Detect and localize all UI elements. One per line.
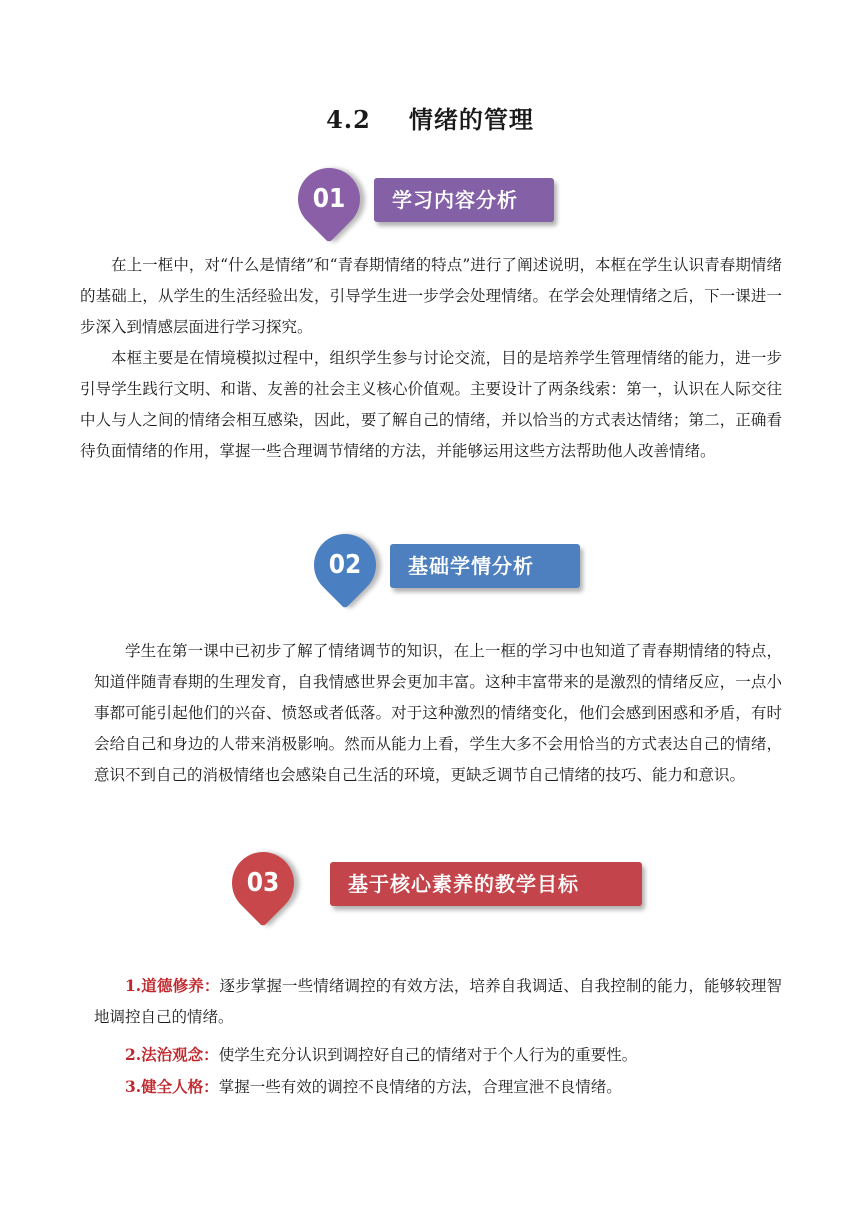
title-number: 4.2	[326, 105, 371, 134]
badge-number: 03	[246, 868, 280, 898]
paragraph-content-2: 本框主要是在情境模拟过程中，组织学生参与讨论交流，目的是培养学生管理情绪的能力，进一步引导学生践行文明、和谐、友善的社会主义核心价值观。主要设计了两条线索：第一，认识在人际交往中人与人之间的情绪会相互感染，因此，要了解自己的情绪，并以恰当的方式表达情绪；第二，正确看待负面情绪的作用，掌握一些合理调节情绪的方法，并能够运用这些方法帮助他人改善情绪。	[80, 349, 782, 460]
section-badge-02	[314, 534, 584, 600]
goal-item-2	[94, 1039, 782, 1071]
goal-item-1	[94, 970, 782, 1033]
paragraph-learner-analysis: 学生在第一课中已初步了解了情绪调节的知识，在上一框的学习中也知道了青春期情绪的特点，知道伴随青春期的生理发育，自我情感世界会更加丰富。这种丰富带来的是激烈的情绪反应，一点小事都可能引起他们的兴奋、愤怒或者低落。对于这种激烈的情绪变化，他们会感到困惑和矛盾，有时会给自己和身边的人带来消极影响。然而从能力上看，学生大多不会用恰当的方式表达自己的情绪，意识不到自己的消极情绪也会感染自己生活的环境，更缺乏调节自己情绪的技巧、能力和意识。	[94, 642, 782, 784]
page-title	[0, 100, 860, 135]
section-badge-03	[232, 852, 652, 918]
badge-number: 01	[312, 184, 346, 214]
goal-label: 2.法治观念：	[125, 1045, 219, 1064]
goal-item-3	[94, 1071, 782, 1103]
title-text: 情绪的管理	[408, 105, 534, 134]
goal-label: 1.道德修养：	[125, 976, 220, 995]
paragraph-content-1: 在上一框中，对“什么是情绪”和“青春期情绪的特点”进行了阐述说明，本框在学生认识青春期情绪的基础上，从学生的生活经验出发，引导学生进一步学会处理情绪。在学会处理情绪之后，下一课进一步深入到情感层面进行学习探究。	[80, 256, 782, 336]
goal-label: 3.健全人格：	[125, 1077, 219, 1096]
section-heading: 学习内容分析	[374, 178, 554, 222]
section-heading: 基于核心素养的教学目标	[330, 862, 642, 906]
section-badge-01	[298, 168, 558, 234]
goal-text: 逐步掌握一些情绪调控的有效方法，培养自我调适、自我控制的能力，能够较理智地调控自己的情绪。	[94, 977, 782, 1026]
goal-text: 使学生充分认识到调控好自己的情绪对于个人行为的重要性。	[218, 1046, 638, 1064]
badge-number: 02	[328, 550, 362, 580]
goal-text: 掌握一些有效的调控不良情绪的方法，合理宣泄不良情绪。	[218, 1078, 622, 1096]
section-heading: 基础学情分析	[390, 544, 580, 588]
